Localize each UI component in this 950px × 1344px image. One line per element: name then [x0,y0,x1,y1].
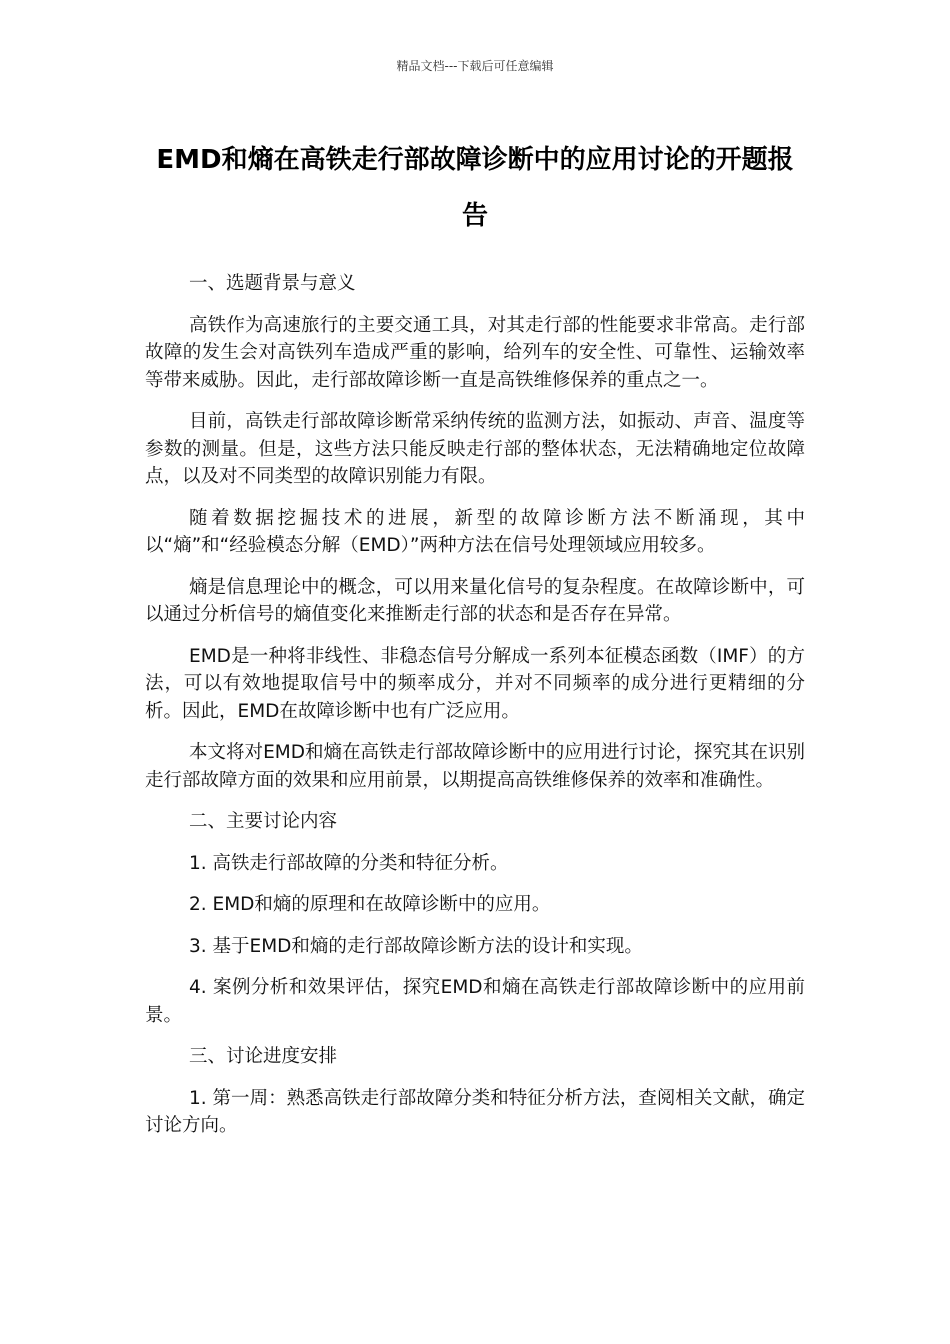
list-item: 2. EMD和熵的原理和在故障诊断中的应用。 [189,894,551,915]
paragraph: 高铁作为高速旅行的主要交通工具，对其走行部的性能要求非常高。走行部故障的发生会对高铁列车造成严重的影响，给列车的安全性、可靠性、运输效率等带来威胁。因此，走行部故障诊断一直是高铁维修保养的重点之一。 [145,314,805,391]
paragraph: 目前，高铁走行部故障诊断常采纳传统的监测方法，如振动、声音、温度等参数的测量。但是，这些方法只能反映走行部的整体状态，无法精确地定位故障点，以及对不同类型的故障识别能力有限。 [145,411,805,487]
paragraph: 本文将对EMD和熵在高铁走行部故障诊断中的应用进行讨论，探究其在识别走行部故障方面的效果和应用前景，以期提高高铁维修保养的效率和准确性。 [145,742,805,791]
list-item: 3. 基于EMD和熵的走行部故障诊断方法的设计和实现。 [189,935,643,957]
section-heading-background: 一、选题背景与意义 [189,273,356,294]
paragraph: 熵是信息理论中的概念，可以用来量化信号的复杂程度。在故障诊断中，可以通过分析信号的熵值变化来推断走行部的状态和是否存在异常。 [145,576,805,625]
document-body [145,270,805,1154]
paragraph: 随着数据挖掘技术的进展，新型的故障诊断方法不断涌现，其中以“熵”和“经验模态分解（EMD）”两种方法在信号处理领域应用较多。 [145,507,805,556]
section-heading-schedule: 三、讨论进度安排 [189,1046,338,1067]
list-item: 1. 高铁走行部故障的分类和特征分析。 [189,852,509,874]
document-title: EMD和熵在高铁走行部故障诊断中的应用讨论的开题报告 [156,145,794,231]
section-heading-content: 二、主要讨论内容 [189,811,338,832]
list-item: 1. 第一周：熟悉高铁走行部故障分类和特征分析方法，查阅相关文献，确定讨论方向。 [145,1087,805,1136]
paragraph: EMD是一种将非线性、非稳态信号分解成一系列本征模态函数（IMF）的方法，可以有效地提取信号中的频率成分，并对不同频率的成分进行更精细的分析。因此，EMD在故障诊断中也有广泛应用。 [145,645,805,722]
header-note: 精品文档---下载后可任意编辑 [396,59,554,73]
list-item: 4. 案例分析和效果评估，探究EMD和熵在高铁走行部故障诊断中的应用前景。 [145,977,805,1026]
